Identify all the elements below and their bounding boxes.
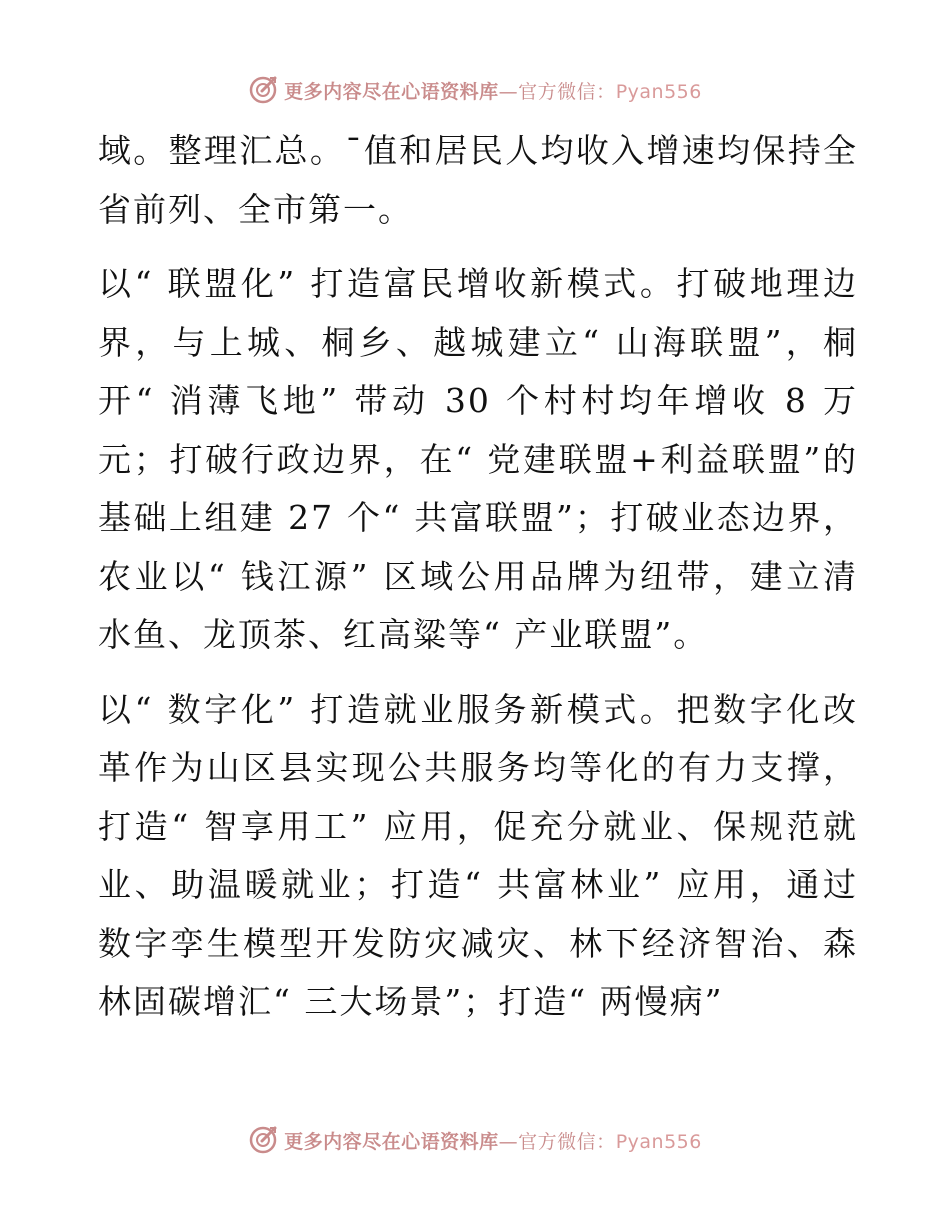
watermark-main: 更多内容尽在心语资料库 <box>284 80 499 103</box>
logo-icon <box>248 75 278 105</box>
document-body <box>98 122 858 1032</box>
watermark-separator: — <box>498 1130 519 1153</box>
watermark-id: Pyan556 <box>615 1130 702 1153</box>
watermark-text <box>284 77 702 104</box>
footer-watermark <box>0 1120 950 1160</box>
watermark-id: Pyan556 <box>615 80 702 103</box>
logo-icon <box>248 1125 278 1155</box>
paragraph: 以“ 数字化” 打造就业服务新模式。把数字化改革作为山区县实现公共服务均等化的有力支撑，打造“ 智享用工” 应用，促充分就业、保规范就业、助温暖就业；打造“ 共富林业” 应用，通过数字孪生模型开发防灾减灾、林下经济智治、森林固碳增汇“ 三大场景”；打造“ 两慢病” <box>98 689 858 1021</box>
watermark-main: 更多内容尽在心语资料库 <box>284 1130 499 1153</box>
watermark-official: 官方微信： <box>518 80 616 103</box>
watermark-official: 官方微信： <box>518 1130 616 1153</box>
watermark-separator: — <box>498 80 519 103</box>
paragraph: 域。整理汇总。¯值和居民人均收入增速均保持全省前列、全市第一。 <box>98 131 858 229</box>
paragraph: 以“ 联盟化” 打造富民增收新模式。打破地理边界，与上城、桐乡、越城建立“ 山海联盟”，桐开“ 消薄飞地” 带动 30 个村村均年增收 8 万元；打破行政边界，在“ 党建联盟+利益联盟”的基础上组建 27 个“ 共富联盟”；打破业态边界，农业以“ 钱江源” 区域公用品牌为纽带，建立清水鱼、龙顶茶、红高粱等“ 产业联盟”。 <box>98 264 858 654</box>
header-watermark <box>0 70 950 110</box>
watermark-text <box>284 1127 702 1154</box>
